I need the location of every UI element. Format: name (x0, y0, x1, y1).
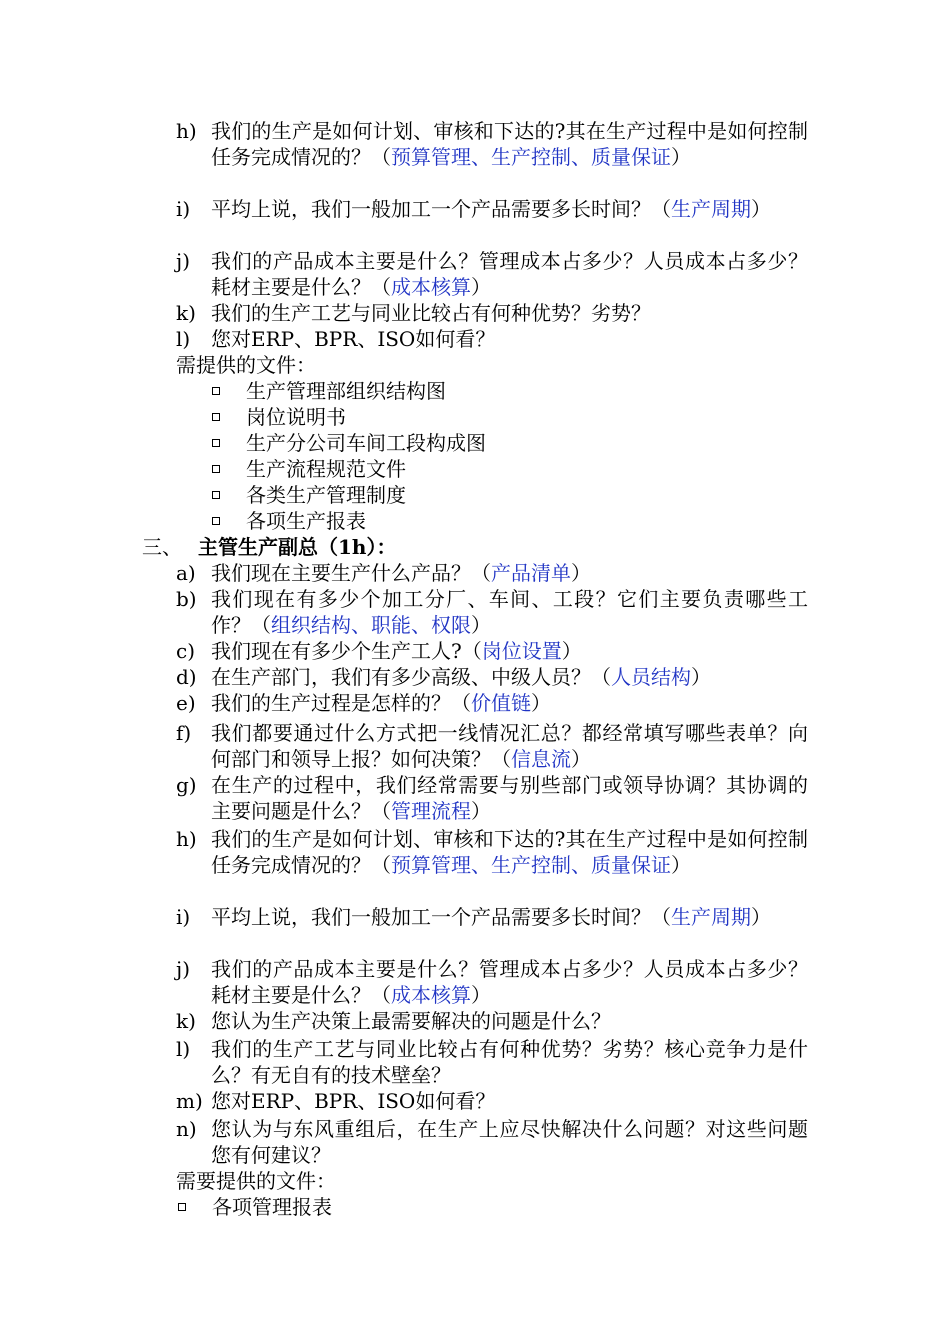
list-item (176, 196, 808, 222)
item-close: ） (531, 691, 551, 715)
doc-label: 各项管理报表 (212, 1195, 332, 1219)
item-text: 我们的产品成本主要是什么？管理成本占多少？人员成本占多少？耗材主要是什么？（ (211, 957, 808, 1007)
item-label: n) (176, 1117, 197, 1141)
item-text: 我们都要通过什么方式把一线情况汇总？都经常填写哪些表单？向何部门和领导上报？如何决策？（ (211, 721, 808, 771)
list-item (176, 1088, 808, 1114)
doc-item (212, 404, 346, 430)
item-text: 我们的生产过程是怎样的？（ (211, 691, 471, 715)
item-topic: 管理流程 (391, 799, 471, 823)
item-topic: 预算管理、生产控制、质量保证 (391, 145, 671, 169)
item-text: 平均上说，我们一般加工一个产品需要多长时间？（ (211, 197, 671, 221)
doc-item (212, 378, 446, 404)
section-title: 主管生产副总（1h）： (198, 535, 397, 559)
checkbox-icon (212, 439, 220, 447)
item-label: k) (176, 1009, 196, 1033)
item-topic: 生产周期 (671, 905, 751, 929)
doc-item (212, 430, 486, 456)
item-close: ） (571, 747, 591, 771)
item-topic: 成本核算 (391, 275, 471, 299)
item-text: 我们的产品成本主要是什么？管理成本占多少？人员成本占多少？耗材主要是什么？（ (211, 249, 808, 299)
list-item (176, 326, 808, 352)
item-text: 您对ERP、BPR、ISO如何看？ (211, 1089, 496, 1113)
list-item (176, 586, 808, 638)
item-close: ） (691, 665, 711, 689)
list-item (176, 772, 808, 824)
item-topic: 组织结构、职能、权限 (271, 613, 471, 637)
item-label: a) (176, 561, 196, 585)
item-label: f) (176, 721, 192, 745)
item-label: h) (176, 827, 197, 851)
item-text: 您认为生产决策上最需要解决的问题是什么？ (211, 1009, 611, 1033)
section-heading (142, 534, 396, 560)
item-close: ） (671, 853, 691, 877)
item-text: 我们现在主要生产什么产品？（ (211, 561, 491, 585)
item-text: 我们的生产工艺与同业比较占有何种优势？劣势？ (211, 301, 651, 325)
docs-title: 需要提供的文件： (176, 1169, 336, 1193)
list-item (176, 118, 808, 170)
item-close: ） (471, 613, 491, 637)
checkbox-icon (212, 387, 220, 395)
docs-title: 需提供的文件： (176, 353, 316, 377)
item-label: l) (176, 1037, 191, 1061)
item-label: i) (176, 197, 191, 221)
item-topic: 生产周期 (671, 197, 751, 221)
list-item (176, 1008, 808, 1034)
list-item (176, 956, 808, 1008)
item-label: b) (176, 587, 197, 611)
item-text: 在生产部门，我们有多少高级、中级人员？（ (211, 665, 611, 689)
list-item (176, 664, 808, 690)
item-text: 平均上说，我们一般加工一个产品需要多长时间？（ (211, 905, 671, 929)
doc-item (178, 1194, 332, 1220)
item-topic: 信息流 (511, 747, 571, 771)
item-topic: 人员结构 (611, 665, 691, 689)
item-topic: 产品清单 (491, 561, 571, 585)
item-text: 我们的生产是如何计划、审核和下达的?其在生产过程中是如何控制任务完成情况的？（ (211, 827, 808, 877)
checkbox-icon (178, 1203, 186, 1211)
list-item (176, 1116, 808, 1168)
item-label: k) (176, 301, 196, 325)
item-topic: 岗位设置 (481, 639, 562, 663)
item-text: 您对ERP、BPR、ISO如何看？ (211, 327, 496, 351)
item-text: 您认为与东风重组后，在生产上应尽快解决什么问题？对这些问题您有何建议？ (211, 1117, 808, 1167)
doc-label: 生产流程规范文件 (246, 457, 406, 481)
item-text: 我们的生产工艺与同业比较占有何种优势？劣势？核心竞争力是什么？有无自有的技术壁垒？ (211, 1037, 808, 1087)
checkbox-icon (212, 413, 220, 421)
item-label: d) (176, 665, 197, 689)
list-item (176, 1036, 808, 1088)
list-item (176, 826, 808, 878)
item-close: ） (751, 197, 771, 221)
item-close: ） (671, 145, 691, 169)
list-item (176, 638, 808, 664)
item-topic: 成本核算 (391, 983, 471, 1007)
item-label: j) (176, 249, 191, 273)
section-number: 三、 (142, 535, 182, 559)
list-item (176, 300, 808, 326)
doc-label: 各项生产报表 (246, 509, 366, 533)
item-label: c) (176, 639, 196, 663)
doc-item (212, 482, 406, 508)
doc-item (212, 456, 406, 482)
list-item (176, 720, 808, 772)
doc-label: 生产分公司车间工段构成图 (246, 431, 486, 455)
list-item (176, 248, 808, 300)
doc-item (212, 508, 366, 534)
item-label: l) (176, 327, 191, 351)
item-close: ） (471, 275, 491, 299)
item-topic: 价值链 (471, 691, 531, 715)
checkbox-icon (212, 517, 220, 525)
item-close: ） (751, 905, 771, 929)
item-close: ） (471, 983, 491, 1007)
checkbox-icon (212, 491, 220, 499)
item-close: ） (471, 799, 491, 823)
list-item (176, 560, 808, 586)
item-label: h) (176, 119, 197, 143)
item-topic: 预算管理、生产控制、质量保证 (391, 853, 671, 877)
doc-label: 生产管理部组织结构图 (246, 379, 446, 403)
item-label: m) (176, 1089, 203, 1113)
item-label: i) (176, 905, 191, 929)
item-text: 我们现在有多少个加工分厂、车间、工段？它们主要负责哪些工作？（ (211, 587, 808, 637)
doc-label: 各类生产管理制度 (246, 483, 406, 507)
list-item (176, 690, 808, 716)
item-close: ） (561, 639, 582, 663)
item-text: 我们的生产是如何计划、审核和下达的?其在生产过程中是如何控制任务完成情况的？（ (211, 119, 808, 169)
item-text: 我们现在有多少个生产工人?（ (211, 639, 482, 663)
item-label: j) (176, 957, 191, 981)
item-label: g) (176, 773, 197, 797)
doc-label: 岗位说明书 (246, 405, 346, 429)
item-label: e) (176, 691, 196, 715)
checkbox-icon (212, 465, 220, 473)
item-text: 在生产的过程中，我们经常需要与别些部门或领导协调？其协调的主要问题是什么？（ (211, 773, 808, 823)
list-item (176, 904, 808, 930)
item-close: ） (571, 561, 591, 585)
